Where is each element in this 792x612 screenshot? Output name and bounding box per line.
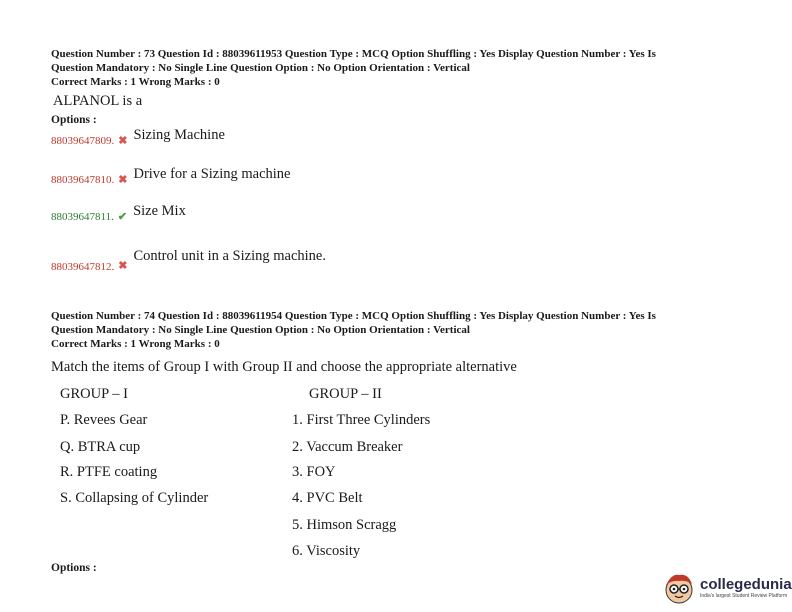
group2-item: 5. Himson Scragg — [292, 517, 397, 533]
logo-text — [700, 577, 792, 600]
option-id: 88039647809. — [51, 134, 115, 147]
option-text: Sizing Machine — [133, 127, 225, 143]
option-text: Size Mix — [133, 203, 186, 219]
q74-question: Match the items of Group I with Group II and choose the appropriate alternative — [51, 359, 517, 375]
option-id: 88039647812. — [51, 260, 115, 273]
q73-meta-line2: Question Mandatory : No Single Line Question Option : No Option Orientation : Vertical — [51, 62, 470, 74]
mascot-icon — [662, 571, 696, 605]
collegedunia-logo — [662, 568, 792, 608]
option-text: Drive for a Sizing machine — [133, 166, 291, 182]
logo-name: collegedunia — [700, 575, 792, 593]
cross-icon: ✖ — [118, 260, 128, 272]
q73-option-4 — [51, 248, 326, 273]
q73-option-3 — [51, 203, 186, 225]
q73-option-1 — [51, 127, 225, 149]
option-id: 88039647811. — [51, 210, 114, 223]
q74-meta-line1: Question Number : 74 Question Id : 88039611954 Question Type : MCQ Option Shuffling : Yes Display Question Number : Yes Is — [51, 310, 656, 322]
logo-tagline: India's largest Student Review Platform — [700, 592, 788, 599]
group1-item: R. PTFE coating — [60, 464, 158, 480]
q73-options-label: Options : — [51, 114, 97, 126]
option-id: 88039647810. — [51, 173, 115, 186]
q74-options-label: Options : — [51, 562, 97, 574]
q73-marks: Correct Marks : 1 Wrong Marks : 0 — [51, 76, 220, 88]
q74-marks: Correct Marks : 1 Wrong Marks : 0 — [51, 338, 220, 350]
check-icon: ✔ — [117, 211, 128, 223]
group2-item: 6. Viscosity — [292, 543, 361, 559]
group2-header: GROUP – II — [309, 386, 382, 402]
q73-option-2 — [51, 166, 291, 188]
group2-item: 4. PVC Belt — [292, 490, 363, 506]
group2-item: 2. Vaccum Breaker — [292, 439, 403, 455]
cross-icon: ✖ — [118, 174, 128, 186]
q73-question: ALPANOL is a — [53, 93, 143, 109]
group1-item: S. Collapsing of Cylinder — [60, 490, 209, 506]
group2-item: 1. First Three Cylinders — [292, 412, 431, 428]
group1-header: GROUP – I — [60, 386, 128, 402]
option-text: Control unit in a Sizing machine. — [133, 248, 326, 264]
q74-meta-line2: Question Mandatory : No Single Line Question Option : No Option Orientation : Vertical — [51, 324, 470, 336]
q73-meta — [51, 47, 751, 89]
group2-item: 3. FOY — [292, 464, 336, 480]
cross-icon: ✖ — [118, 135, 128, 147]
q74-meta — [51, 309, 751, 351]
group1-item: Q. BTRA cup — [60, 439, 141, 455]
group1-item: P. Revees Gear — [60, 412, 148, 428]
q73-meta-line1: Question Number : 73 Question Id : 88039611953 Question Type : MCQ Option Shuffling : Yes Display Question Number : Yes Is — [51, 48, 656, 60]
